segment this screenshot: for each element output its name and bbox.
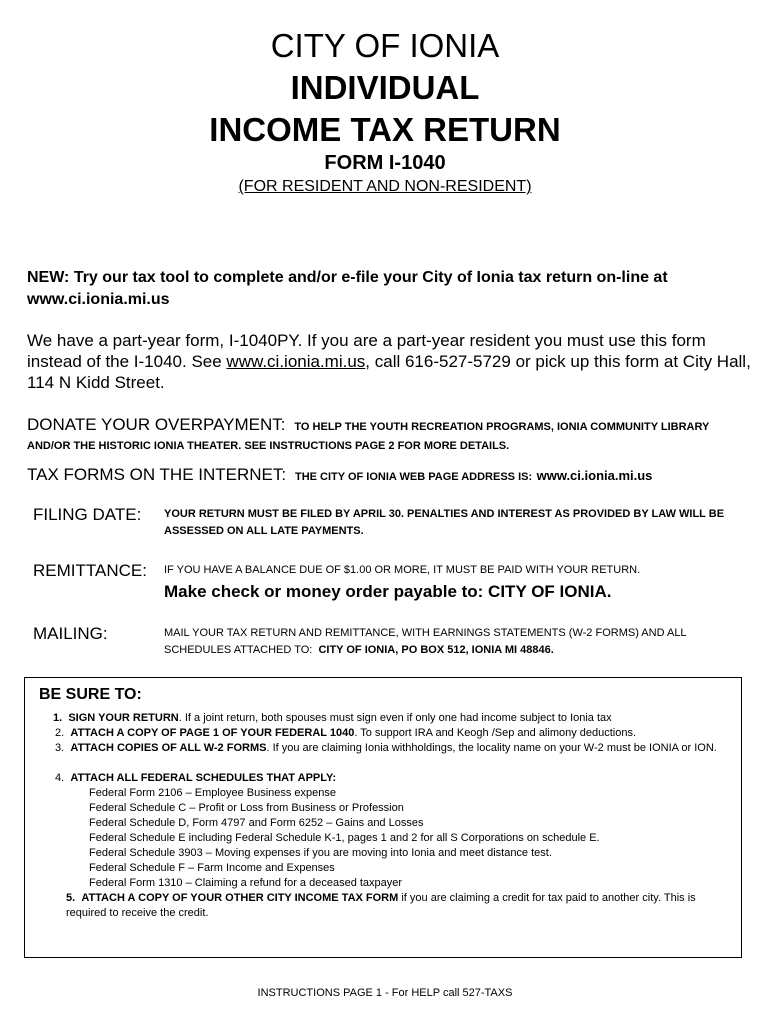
item-text: if you are claiming a credit for tax paid to another city. This is required to receive the credit. bbox=[66, 892, 696, 919]
item-number: 2. bbox=[55, 727, 65, 739]
schedule-line: Federal Schedule D, Form 4797 and Form 6252 – Gains and Losses bbox=[89, 817, 424, 829]
item-heading: ATTACH A COPY OF YOUR OTHER CITY INCOME TAX FORM bbox=[81, 892, 399, 904]
checklist-item-3 bbox=[55, 741, 735, 756]
mailing-label: MAILING: bbox=[33, 624, 108, 643]
part-year-text-1: We have a part-year form, I-1040PY. If you are a part-year resident you must use this form instead of the I-1040. See bbox=[27, 331, 706, 371]
mailing-text bbox=[164, 625, 754, 659]
payable-to-text: Make check or money order payable to: CITY OF IONIA. bbox=[164, 582, 612, 601]
mailing-address: CITY OF IONIA, PO BOX 512, IONIA MI 48846. bbox=[318, 644, 554, 656]
filing-date-label: FILING DATE: bbox=[33, 505, 142, 524]
checklist-item-4 bbox=[55, 771, 735, 786]
part-year-text-2: , call 616-527-5729 or pick up this form at City Hall, 114 N Kidd Street. bbox=[27, 352, 751, 392]
tax-forms-section bbox=[27, 465, 747, 487]
form-number: FORM I-1040 bbox=[324, 152, 446, 174]
remittance-text: IF YOU HAVE A BALANCE DUE OF $1.00 OR MORE, IT MUST BE PAID WITH YOUR RETURN. bbox=[164, 564, 641, 576]
city-title: CITY OF IONIA bbox=[270, 27, 500, 64]
item-heading: ATTACH ALL FEDERAL SCHEDULES THAT APPLY: bbox=[70, 772, 337, 784]
item-heading: ATTACH COPIES OF ALL W-2 FORMS bbox=[70, 742, 267, 754]
page-footer: INSTRUCTIONS PAGE 1 - For HELP call 527-TAXS bbox=[257, 987, 513, 999]
checklist-item-5 bbox=[66, 891, 726, 921]
item-text: . To support IRA and Keogh /Sep and alimony deductions. bbox=[354, 727, 637, 739]
website-link[interactable]: www.ci.ionia.mi.us bbox=[226, 352, 366, 371]
schedule-line: Federal Form 2106 – Employee Business expense bbox=[89, 787, 337, 799]
donate-label: DONATE YOUR OVERPAYMENT: bbox=[27, 415, 286, 434]
item-text: . If you are claiming Ionia withholdings, the locality name on your W-2 must be IONIA or ION. bbox=[266, 742, 717, 754]
item-text: . If a joint return, both spouses must sign even if only one had income subject to Ionia tax bbox=[178, 712, 612, 724]
schedule-line: Federal Schedule F – Farm Income and Expenses bbox=[89, 862, 335, 874]
title-income-tax-return: INCOME TAX RETURN bbox=[209, 111, 561, 148]
form-subtitle bbox=[0, 177, 770, 197]
item-number: 4. bbox=[55, 772, 65, 784]
schedule-line: Federal Form 1310 – Claiming a refund for a deceased taxpayer bbox=[89, 877, 403, 889]
filing-date-text: YOUR RETURN MUST BE FILED BY APRIL 30. PENALTIES AND INTEREST AS PROVIDED BY LAW WILL BE ASSESSED ON ALL LATE PAYMENTS. bbox=[164, 508, 725, 537]
item-heading: SIGN YOUR RETURN bbox=[68, 712, 179, 724]
schedule-line: Federal Schedule C – Profit or Loss from Business or Profession bbox=[89, 802, 404, 814]
be-sure-to-title: BE SURE TO: bbox=[39, 686, 142, 703]
be-sure-to-box bbox=[24, 677, 742, 958]
title-individual: INDIVIDUAL bbox=[290, 69, 480, 106]
schedule-line: Federal Schedule 3903 – Moving expenses if you are moving into Ionia and meet distance test. bbox=[89, 847, 552, 859]
donate-text: TO HELP THE YOUTH RECREATION PROGRAMS, IONIA COMMUNITY LIBRARY AND/OR THE HISTORIC IONIA THEATER. SEE INSTRUCTIONS PAGE 2 FOR MORE DETAILS. bbox=[27, 421, 710, 452]
form-subtitle-text: (FOR RESIDENT AND NON-RESIDENT) bbox=[238, 178, 532, 195]
item-heading: ATTACH A COPY OF PAGE 1 OF YOUR FEDERAL 1040 bbox=[70, 727, 355, 739]
mailing-instructions: MAIL YOUR TAX RETURN AND REMITTANCE, WITH EARNINGS STATEMENTS (W-2 FORMS) AND ALL SCHEDULES ATTACHED TO: bbox=[164, 627, 687, 656]
item-number: 3. bbox=[55, 742, 65, 754]
item-number: 1. bbox=[53, 712, 63, 724]
remittance-label: REMITTANCE: bbox=[33, 561, 147, 580]
new-efile-notice: NEW: Try our tax tool to complete and/or e-file your City of Ionia tax return on-line at www.ci.ionia.mi.us bbox=[27, 269, 668, 308]
checklist-item-2 bbox=[55, 726, 735, 741]
part-year-notice bbox=[27, 330, 752, 393]
schedule-line: Federal Schedule E including Federal Schedule K-1, pages 1 and 2 for all S Corporations on schedule E. bbox=[89, 832, 600, 844]
tax-forms-label: TAX FORMS ON THE INTERNET: bbox=[27, 465, 287, 484]
checklist-item-1 bbox=[53, 711, 733, 726]
item-number: 5. bbox=[66, 892, 76, 904]
donate-section bbox=[27, 416, 747, 455]
tax-forms-text: THE CITY OF IONIA WEB PAGE ADDRESS IS: bbox=[295, 471, 533, 483]
tax-forms-url[interactable]: www.ci.ionia.mi.us bbox=[536, 468, 653, 483]
